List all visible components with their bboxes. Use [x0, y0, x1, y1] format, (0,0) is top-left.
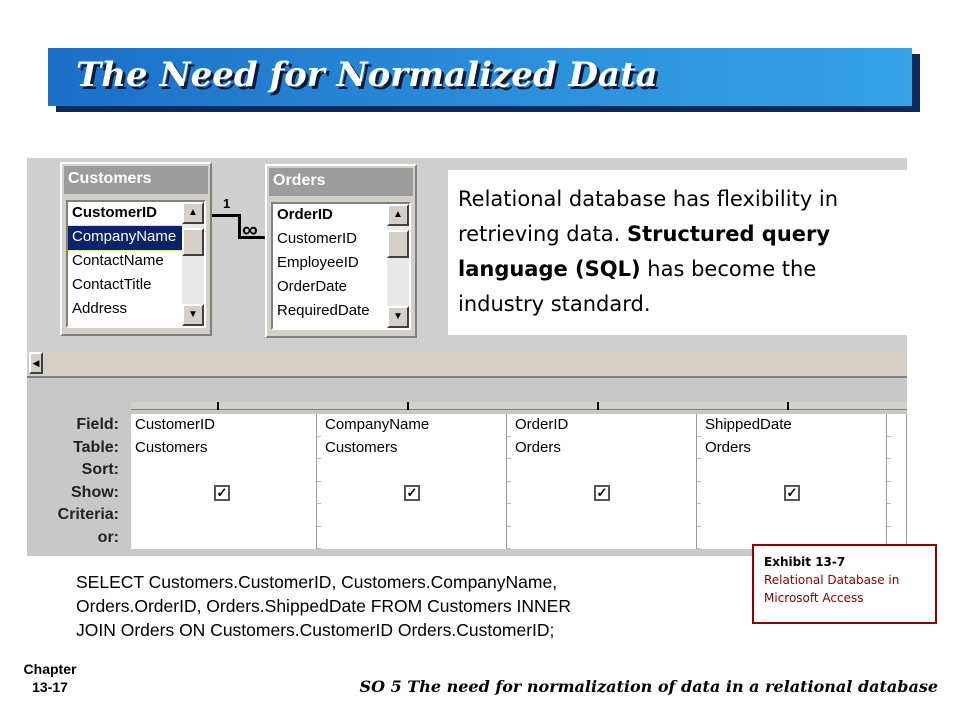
grid-cell-sort[interactable] [131, 459, 317, 482]
grid-cell-show [321, 482, 507, 505]
grid-cell-or[interactable] [511, 527, 697, 550]
show-checkbox[interactable]: ✓ [594, 485, 610, 501]
explanation-line-2 [458, 217, 898, 252]
orders-field[interactable]: CustomerID [277, 230, 358, 247]
row-label-table: Table: [73, 438, 119, 456]
grid-cell-sort[interactable] [701, 459, 887, 482]
row-label-criteria: Criteria: [57, 506, 119, 523]
customers-table-title[interactable]: Customers [64, 166, 208, 194]
orders-table-title[interactable]: Orders [269, 168, 413, 196]
customers-field[interactable]: Address [72, 300, 128, 317]
chapter-label [10, 660, 90, 696]
orders-field[interactable]: OrderID [277, 206, 333, 223]
slide-title: The Need for Normalized Data [76, 55, 658, 95]
grid-cell-show [131, 482, 317, 505]
sql-term-bold: Structured query [626, 222, 831, 246]
show-checkbox[interactable]: ✓ [404, 485, 420, 501]
explanation-line-3 [458, 252, 898, 287]
relationship-line[interactable] [212, 214, 240, 217]
grid-cell-field[interactable]: OrderID [511, 414, 697, 437]
row-label-field: Field: [76, 416, 119, 433]
customers-scrollbar[interactable] [182, 202, 204, 326]
grid-cell-criteria[interactable] [511, 504, 697, 527]
grid-cells [131, 414, 907, 549]
scroll-up-icon[interactable]: ▲ [387, 204, 409, 226]
grid-cell-criteria[interactable] [321, 504, 507, 527]
grid-cell-criteria[interactable] [891, 504, 907, 527]
show-row [131, 482, 907, 505]
grid-cell-field[interactable]: CustomerID [131, 414, 317, 437]
chapter-word: Chapter [23, 661, 77, 677]
grid-cell-field[interactable]: CompanyName [321, 414, 507, 437]
scroll-up-icon[interactable]: ▲ [182, 202, 204, 224]
relationship-many-label: ∞ [242, 217, 258, 242]
grid-cell-table[interactable]: Customers [131, 437, 317, 460]
sql-line: SELECT Customers.CustomerID, Customers.CompanyName, [76, 572, 558, 592]
grid-cell-criteria[interactable] [131, 504, 317, 527]
sql-line: JOIN Orders ON Customers.CustomerID Orders.CustomerID; [76, 620, 555, 640]
sql-statement [76, 570, 736, 642]
relationship-line[interactable] [238, 214, 241, 238]
exhibit-caption-box [752, 544, 937, 624]
scroll-left-icon[interactable]: ◀ [29, 352, 43, 374]
grid-cell-field[interactable]: ShippedDate [701, 414, 887, 437]
grid-cell-field[interactable] [891, 414, 907, 437]
orders-field-list [271, 202, 411, 330]
grid-cell-or[interactable] [321, 527, 507, 550]
sql-term-bold: language (SQL) [458, 257, 641, 281]
grid-row-labels [27, 414, 125, 549]
title-bar [48, 48, 912, 106]
scroll-thumb[interactable] [182, 228, 204, 256]
orders-table-box[interactable] [265, 164, 417, 338]
grid-cell-sort[interactable] [321, 459, 507, 482]
table-row [131, 437, 907, 460]
grid-cell-table[interactable]: Orders [701, 437, 887, 460]
grid-cell-show[interactable] [891, 482, 907, 505]
explanation-text [448, 170, 908, 335]
explanation-plain: has become the [640, 257, 817, 281]
explanation-plain: retrieving data. [458, 222, 627, 246]
horizontal-scrollbar[interactable] [27, 348, 907, 378]
column-selector-bar[interactable] [131, 402, 907, 410]
customers-field[interactable]: ContactTitle [72, 276, 152, 293]
orders-scrollbar[interactable] [387, 204, 409, 328]
grid-cell-show [701, 482, 887, 505]
scroll-down-icon[interactable]: ▼ [182, 304, 204, 326]
grid-cell-sort[interactable] [511, 459, 697, 482]
explanation-line-1: Relational database has flexibility in [458, 187, 839, 211]
grid-cell-table[interactable]: Customers [321, 437, 507, 460]
customers-field[interactable]: CustomerID [72, 204, 158, 221]
grid-cell-sort[interactable] [891, 459, 907, 482]
customers-field-selected[interactable]: CompanyName [68, 226, 204, 250]
chapter-number: 13-17 [32, 679, 68, 695]
grid-cell-table[interactable] [891, 437, 907, 460]
customers-field[interactable]: ContactName [72, 252, 164, 269]
customers-table-box[interactable] [60, 162, 212, 336]
query-grid [27, 402, 907, 556]
grid-cell-criteria[interactable] [701, 504, 887, 527]
grid-cell-table[interactable]: Orders [511, 437, 697, 460]
orders-field[interactable]: EmployeeID [277, 254, 359, 271]
row-label-or: or: [97, 528, 119, 546]
scroll-thumb[interactable] [387, 230, 409, 258]
grid-cell-show [511, 482, 697, 505]
row-label-sort: Sort: [81, 461, 119, 478]
explanation-line-4: industry standard. [458, 292, 651, 316]
exhibit-caption: Microsoft Access [764, 591, 864, 605]
exhibit-caption: Relational Database in [764, 573, 900, 587]
relationship-one-label: 1 [223, 196, 231, 211]
exhibit-title: Exhibit 13-7 [764, 555, 846, 569]
scroll-down-icon[interactable]: ▼ [387, 306, 409, 328]
sort-row [131, 459, 907, 482]
orders-field[interactable]: OrderDate [277, 278, 348, 295]
criteria-row [131, 504, 907, 527]
field-row [131, 414, 907, 437]
show-checkbox[interactable]: ✓ [784, 485, 800, 501]
grid-cell-or[interactable] [131, 527, 317, 550]
study-objective: SO 5 The need for normalization of data in a relational database [359, 677, 938, 696]
show-checkbox[interactable]: ✓ [214, 485, 230, 501]
row-label-show: Show: [71, 483, 119, 501]
orders-field[interactable]: RequiredDate [277, 302, 370, 319]
sql-line: Orders.OrderID, Orders.ShippedDate FROM Customers INNER [76, 596, 571, 616]
customers-field-list [66, 200, 206, 328]
